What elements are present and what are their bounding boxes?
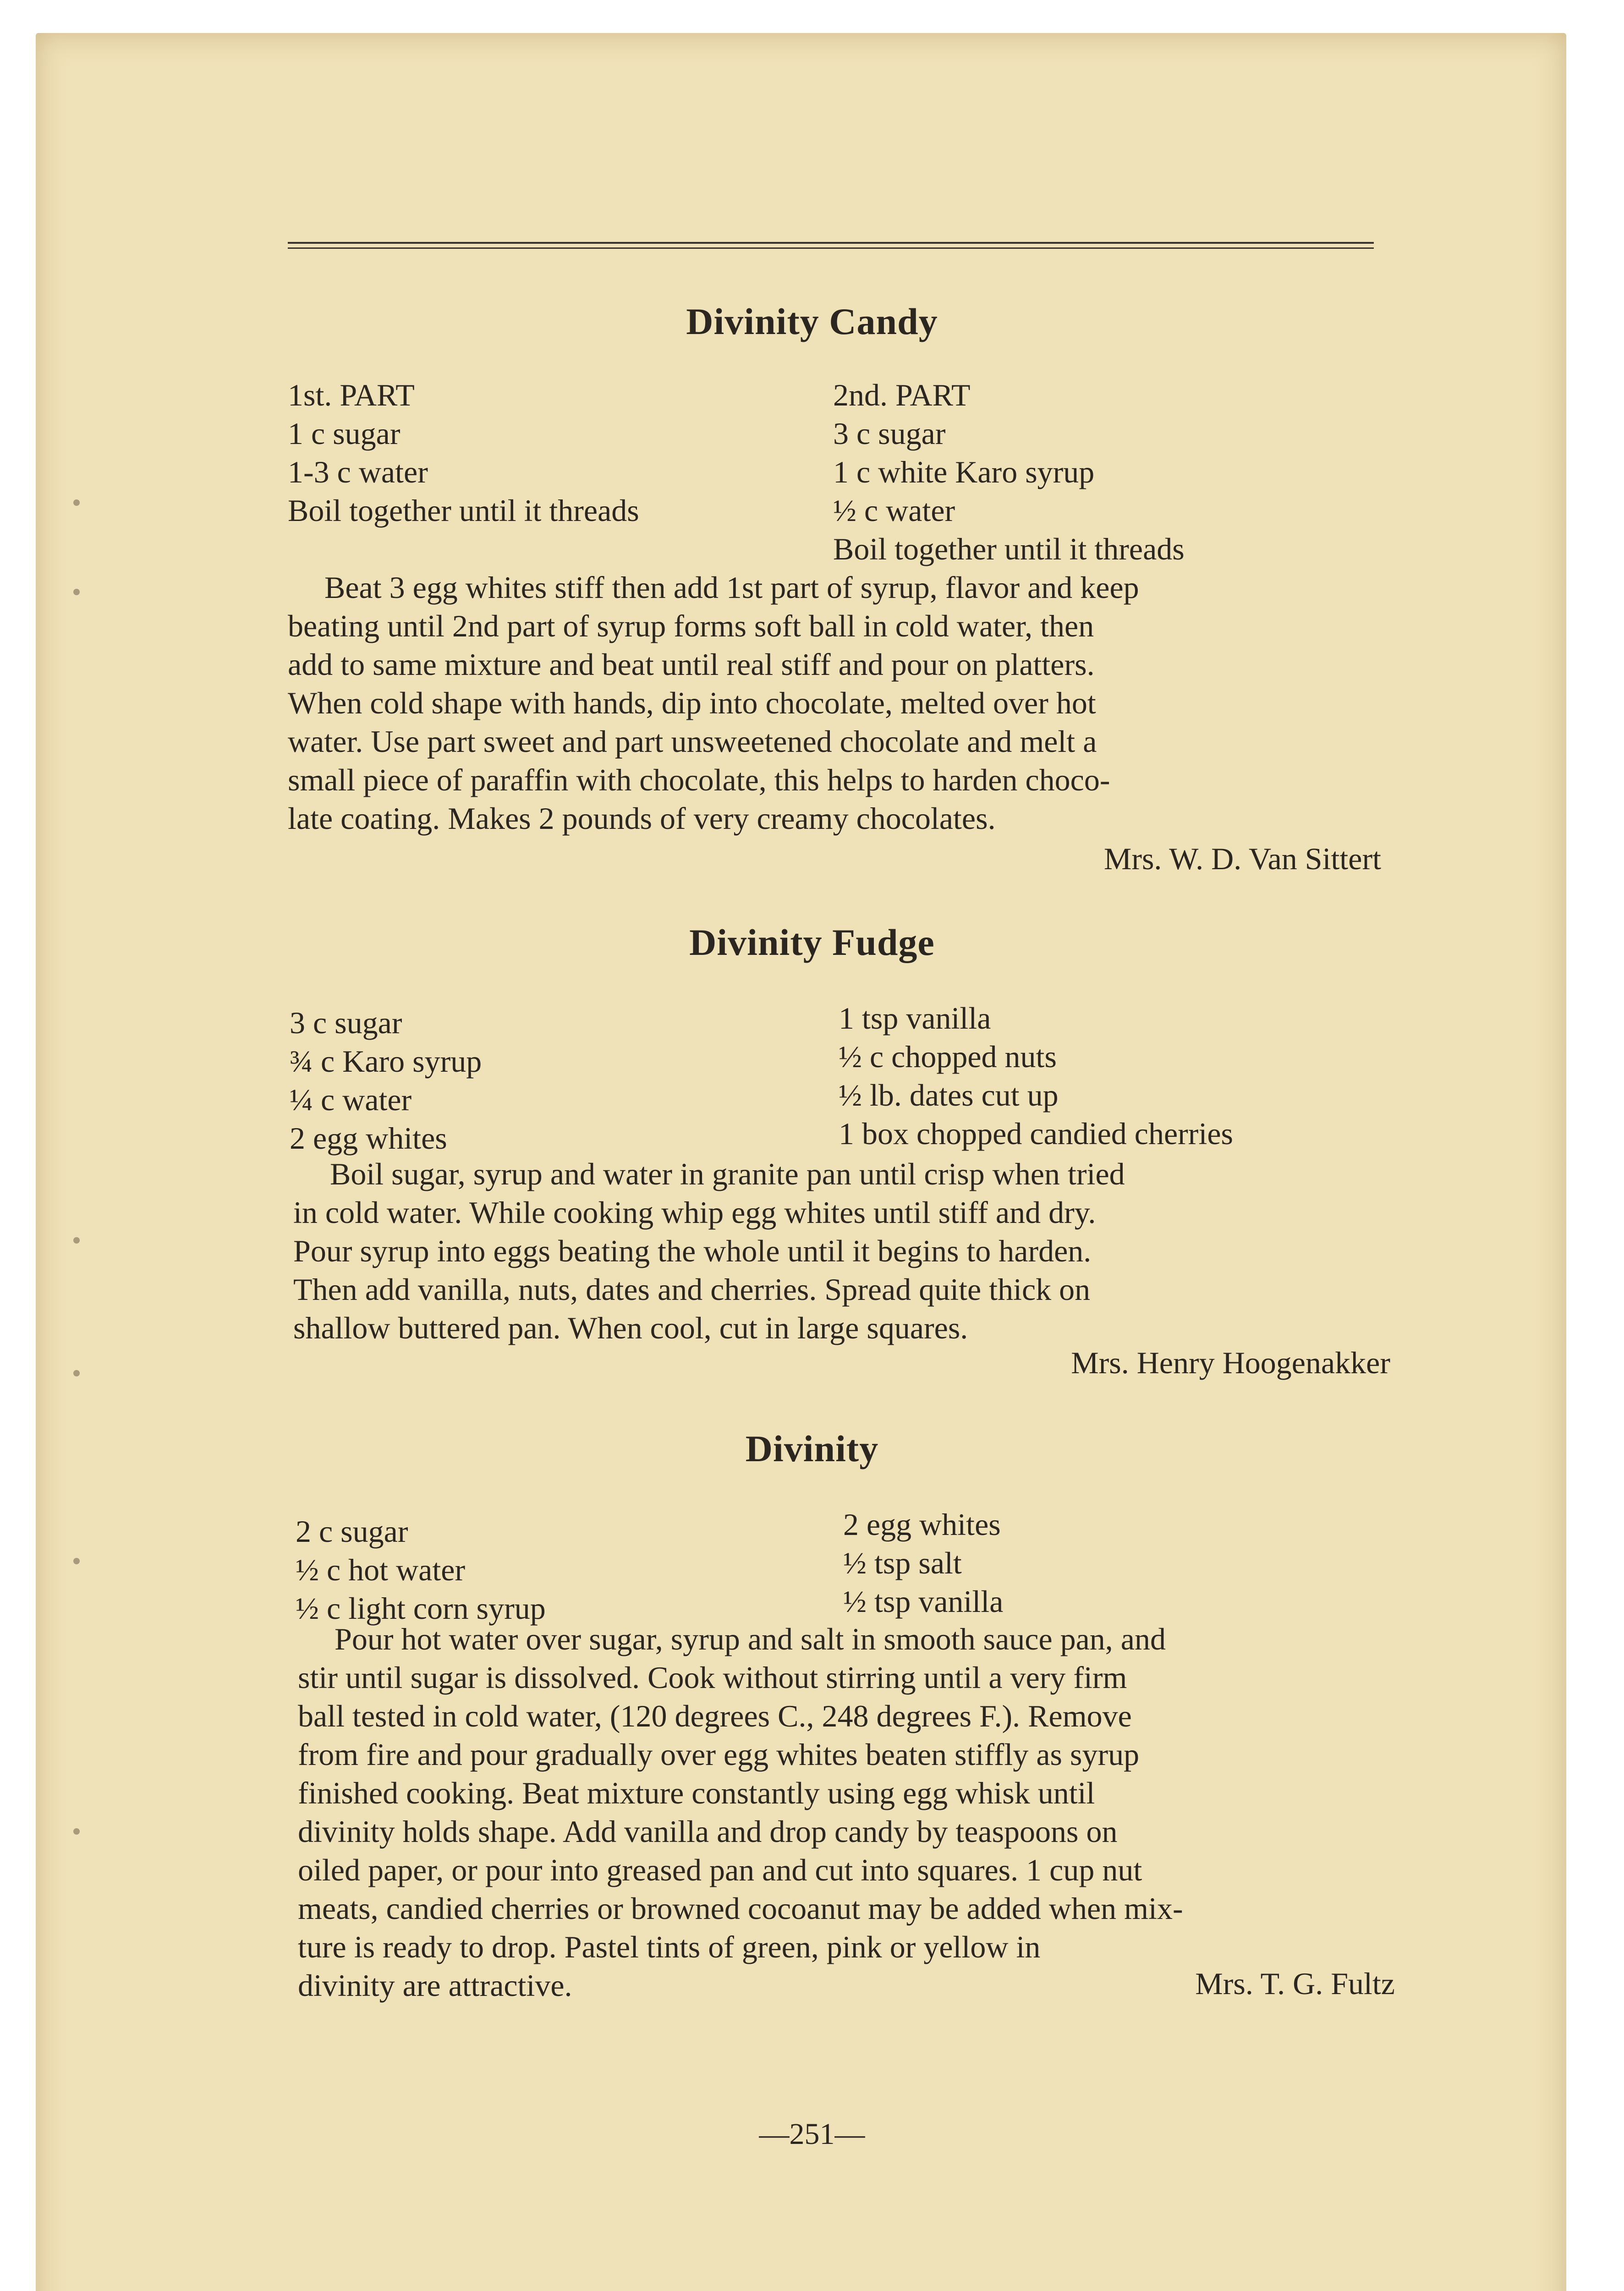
ingredient-line: 1 tsp vanilla [839,1001,991,1036]
ingredient-line: Boil together until it threads [288,493,639,528]
binding-hole [73,499,80,506]
instruction-line: stir until sugar is dissolved. Cook without stirring until a very firm [298,1660,1127,1695]
instruction-line: Boil sugar, syrup and water in granite pan until crisp when tried [330,1156,1125,1191]
instruction-line: finished cooking. Beat mixture constantly using egg whisk until [298,1776,1095,1810]
ingredient-line: 2 egg whites [843,1507,1001,1542]
instruction-line: small piece of paraffin with chocolate, this helps to harden choco- [288,762,1110,797]
instruction-line: Beat 3 egg whites stiff then add 1st part of syrup, flavor and keep [324,570,1139,605]
ingredient-line: 1-3 c water [288,455,428,489]
top-rule-line [288,242,1374,244]
ingredient-line: 2 egg whites [290,1121,447,1156]
instruction-line: ball tested in cold water, (120 degrees C., 248 degrees F.). Remove [298,1699,1132,1733]
ingredient-line: 3 c sugar [833,416,946,451]
ingredient-line: ½ lb. dates cut up [839,1078,1059,1113]
binding-hole [73,1370,80,1376]
ingredient-line: ½ c hot water [296,1552,466,1587]
ingredient-line: ½ c chopped nuts [839,1039,1057,1074]
instruction-line: beating until 2nd part of syrup forms soft ball in cold water, then [288,608,1094,643]
recipe-instructions [298,1620,1388,2005]
ingredient-line: ½ tsp salt [843,1546,962,1580]
recipe-title: Divinity Fudge [689,921,935,963]
ingredient-line: 1 c white Karo syrup [833,455,1095,489]
binding-hole [73,1828,80,1835]
ingredient-line: ¼ c water [290,1082,412,1117]
page-number: —251— [759,2117,865,2151]
instruction-line: add to same mixture and beat until real stiff and pour on platters. [288,647,1095,682]
ingredient-line: ½ c water [833,493,955,528]
instruction-line: shallow buttered pan. When cool, cut in large squares. [293,1310,968,1345]
binding-hole [73,589,80,595]
instruction-line: ture is ready to drop. Pastel tints of green, pink or yellow in [298,1929,1041,1964]
instruction-line: Then add vanilla, nuts, dates and cherries. Spread quite thick on [293,1272,1091,1307]
instruction-line: When cold shape with hands, dip into chocolate, melted over hot [288,685,1096,720]
ingredient-line: 1 box chopped candied cherries [839,1116,1233,1151]
instruction-line: from fire and pour gradually over egg whites beaten stiffly as syrup [298,1737,1140,1772]
recipe-instructions [288,568,1378,838]
ingredient-line: 1 c sugar [288,416,401,451]
instruction-line: divinity are attractive. [298,1968,572,2003]
ingredient-line: ½ c light corn syrup [296,1591,546,1626]
binding-hole [73,1558,80,1564]
instruction-line: oiled paper, or pour into greased pan and cut into squares. 1 cup nut [298,1853,1142,1887]
instruction-line: Pour hot water over sugar, syrup and salt in smooth sauce pan, and [335,1622,1166,1656]
instruction-line: divinity holds shape. Add vanilla and drop candy by teaspoons on [298,1814,1118,1849]
ingredient-line: ¾ c Karo syrup [290,1044,482,1079]
ingredient-line: 2nd. PART [833,378,971,412]
recipe-author: Mrs. W. D. Van Sittert [1103,841,1381,876]
instruction-line: Pour syrup into eggs beating the whole until it begins to harden. [293,1233,1092,1268]
ingredient-line: ½ tsp vanilla [843,1584,1004,1619]
instruction-line: meats, candied cherries or browned cocoanut may be added when mix- [298,1891,1183,1926]
instruction-line: water. Use part sweet and part unsweetened chocolate and melt a [288,724,1097,759]
ingredient-line: 2 c sugar [296,1514,408,1549]
recipe-title: Divinity [745,1428,879,1469]
recipe-author: Mrs. T. G. Fultz [1195,1966,1395,2001]
binding-hole [73,1237,80,1244]
recipe-author: Mrs. Henry Hoogenakker [1071,1345,1390,1380]
ingredient-line: 1st. PART [288,378,415,412]
instruction-line: in cold water. While cooking whip egg whites until stiff and dry. [293,1195,1096,1230]
instruction-line: late coating. Makes 2 pounds of very creamy chocolates. [288,801,996,836]
recipe-instructions [293,1155,1384,1347]
ingredient-line: Boil together until it threads [833,532,1185,566]
top-rule-line-2 [288,247,1374,249]
ingredient-line: 3 c sugar [290,1005,402,1040]
recipe-title: Divinity Candy [686,301,938,342]
